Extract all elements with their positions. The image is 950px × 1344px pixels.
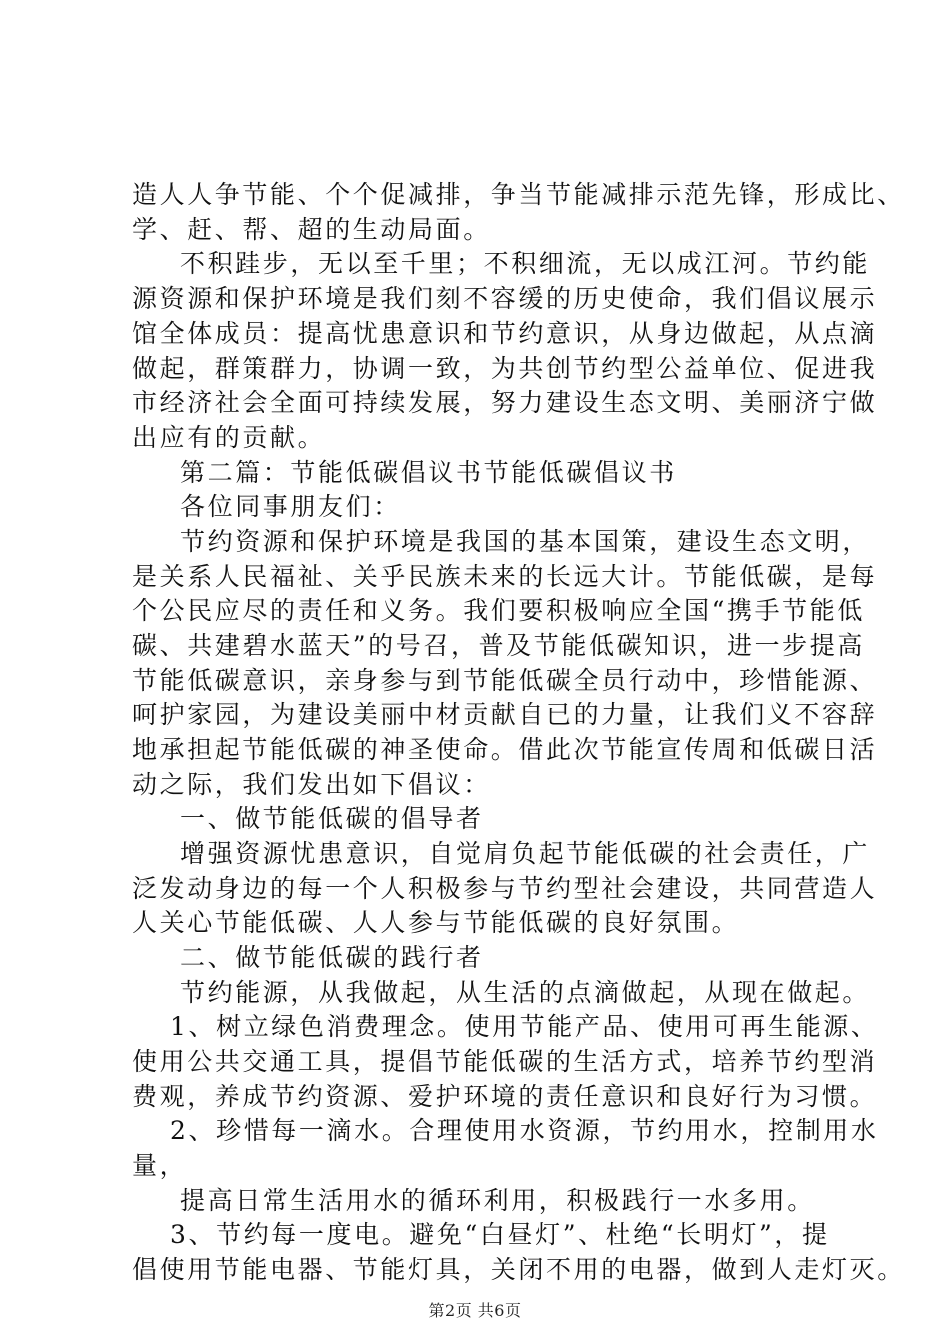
text-line: 倡使用节能电器、节能灯具，关闭不用的电器，做到人走灯灭。: [132, 1255, 905, 1284]
subsection-heading: 一、做节能低碳的倡导者: [180, 804, 484, 833]
subsection-heading: 二、做节能低碳的践行者: [180, 943, 484, 972]
text-line: 2、珍惜每一滴水。合理使用水资源，节约用水，控制用水: [170, 1116, 879, 1145]
text-line: 节能低碳意识，亲身参与到节能低碳全员行动中，珍惜能源、: [132, 666, 878, 695]
text-line: 节约能源，从我做起，从生活的点滴做起，从现在做起。: [180, 978, 871, 1007]
text-line: 市经济社会全面可持续发展，努力建设生态文明、美丽济宁做: [132, 388, 878, 417]
text-line: 提高日常生活用水的循环利用，积极践行一水多用。: [180, 1186, 815, 1215]
text-line: 个公民应尽的责任和义务。我们要积极响应全国“携手节能低: [132, 596, 865, 625]
text-line: 学、赶、帮、超的生动局面。: [132, 215, 491, 244]
text-line: 呵护家园，为建设美丽中材贡献自已的力量，让我们义不容辞: [132, 700, 878, 729]
text-line: 源资源和保护环境是我们刻不容缓的历史使命，我们倡议展示: [132, 284, 878, 313]
text-line: 节约资源和保护环境是我国的基本国策，建设生态文明，: [180, 527, 871, 556]
text-line: 使用公共交通工具，提倡节能低碳的生活方式，培养节约型消: [132, 1047, 878, 1076]
text-line: 出应有的贡献。: [132, 423, 326, 452]
text-line: 1、树立绿色消费理念。使用节能产品、使用可再生能源、: [170, 1012, 879, 1041]
text-line: 增强资源忧患意识，自觉肩负起节能低碳的社会责任，广: [180, 839, 871, 868]
text-line: 碳、共建碧水蓝天”的号召，普及节能低碳知识，进一步提高: [132, 631, 865, 660]
text-line: 馆全体成员：提高忧患意识和节约意识，从身边做起，从点滴: [132, 319, 878, 348]
text-line: 3、节约每一度电。避免“白昼灯”、杜绝“长明灯”，提: [170, 1220, 830, 1249]
text-line: 费观，养成节约资源、爱护环境的责任意识和良好行为习惯。: [132, 1082, 878, 1111]
text-line: 量，: [132, 1151, 188, 1180]
text-line: 是关系人民福祉、关乎民族未来的长远大计。节能低碳，是每: [132, 562, 878, 591]
text-line: 不积跬步，无以至千里；不积细流，无以成江河。节约能: [180, 249, 871, 278]
text-line: 动之际，我们发出如下倡议：: [132, 770, 491, 799]
section-heading: 第二篇：节能低碳倡议书节能低碳倡议书: [180, 458, 677, 487]
text-line: 造人人争节能、个个促减排，争当节能减排示范先锋，形成比、: [132, 180, 905, 209]
page-footer: 第2页 共6页: [428, 1301, 522, 1320]
salutation: 各位同事朋友们：: [180, 492, 401, 521]
text-line: 地承担起节能低碳的神圣使命。借此次节能宣传周和低碳日活: [132, 735, 878, 764]
text-line: 泛发动身边的每一个人积极参与节约型社会建设，共同营造人: [132, 874, 878, 903]
text-line: 做起，群策群力，协调一致，为共创节约型公益单位、促进我: [132, 354, 878, 383]
text-line: 人关心节能低碳、人人参与节能低碳的良好氛围。: [132, 908, 740, 937]
